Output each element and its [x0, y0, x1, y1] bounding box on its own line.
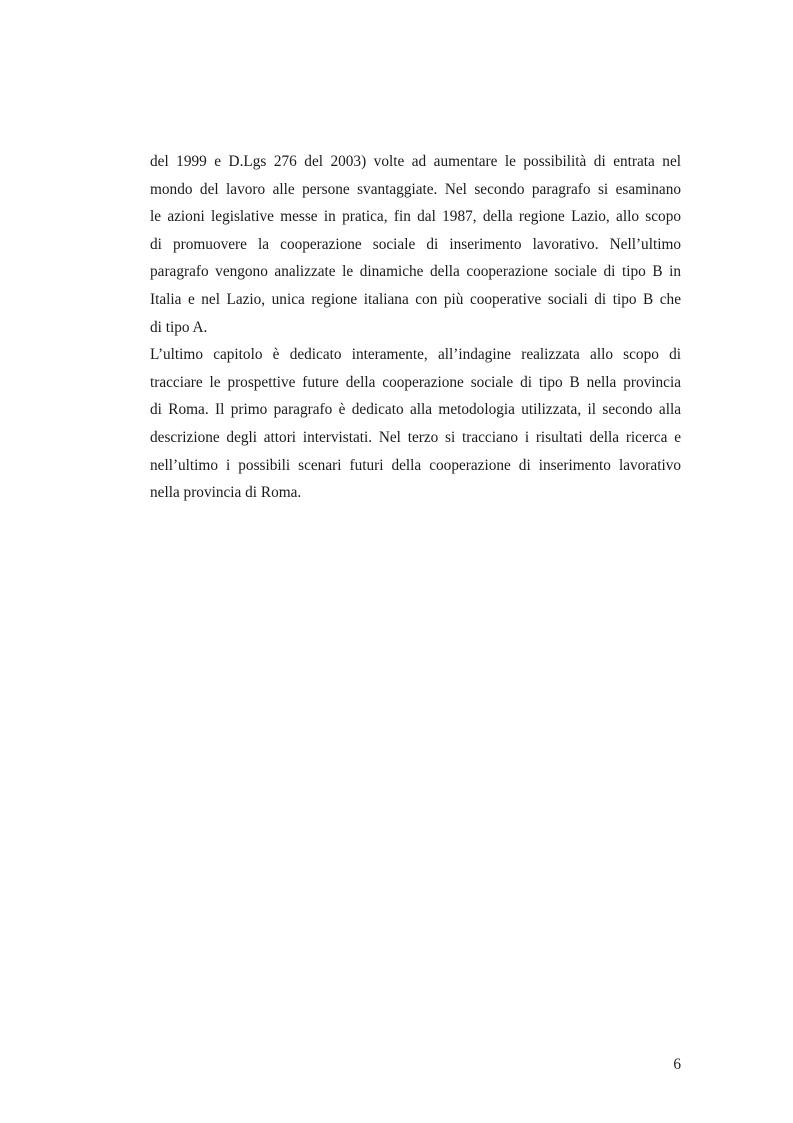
paragraph-1	[150, 148, 681, 341]
page-number: 6	[673, 1056, 681, 1073]
text-line: descrizione degli attori intervistati. Nel terzo si tracciano i risultati della ricerca e	[150, 428, 681, 446]
text-line: di promuovere la cooperazione sociale di inserimento lavorativo. Nell’ultimo	[150, 235, 681, 253]
text-line: di Roma. Il primo paragrafo è dedicato alla metodologia utilizzata, il secondo alla	[150, 401, 681, 419]
text-line: Italia e nel Lazio, unica regione italiana con più cooperative sociali di tipo B che	[150, 290, 681, 308]
text-line: mondo del lavoro alle persone svantaggiate. Nel secondo paragrafo si esaminano	[150, 180, 681, 198]
text-line: nell’ultimo i possibili scenari futuri della cooperazione di inserimento lavorativo	[150, 456, 681, 474]
text-line: del 1999 e D.Lgs 276 del 2003) volte ad aumentare le possibilità di entrata nel	[150, 153, 681, 170]
paragraph-2	[150, 341, 681, 507]
text-line: paragrafo vengono analizzate le dinamiche della cooperazione sociale di tipo B in	[150, 263, 681, 281]
text-line: tracciare le prospettive future della cooperazione sociale di tipo B nella provincia	[150, 373, 681, 391]
text-line: L’ultimo capitolo è dedicato interamente, all’indagine realizzata allo scopo di	[150, 346, 681, 364]
text-line: di tipo A.	[150, 318, 208, 336]
text-line: nella provincia di Roma.	[150, 484, 302, 502]
body-text	[150, 148, 681, 507]
text-line: le azioni legislative messe in pratica, fin dal 1987, della regione Lazio, allo scopo	[150, 208, 681, 226]
